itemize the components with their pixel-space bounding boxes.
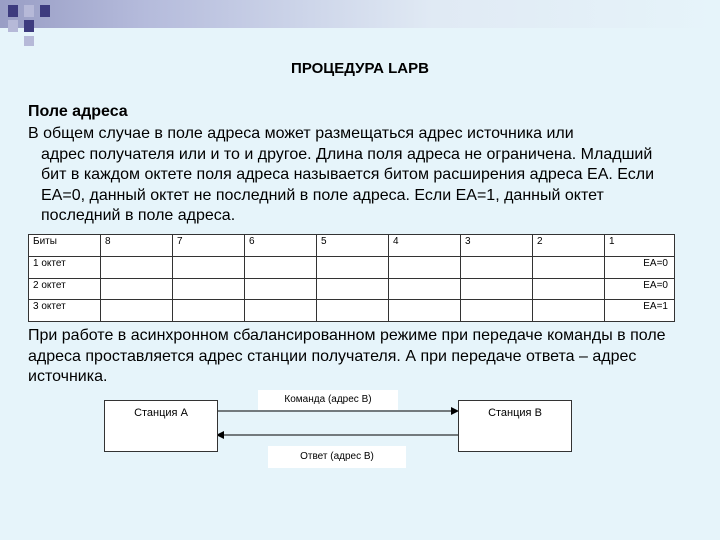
station-b-label: Станция В xyxy=(488,407,542,419)
table-header-cell: 2 xyxy=(533,235,605,257)
section-heading: Поле адреса xyxy=(28,103,128,120)
station-b-box xyxy=(458,400,572,452)
table-header-cell: 1 xyxy=(605,235,675,257)
async-mode-description: При работе в асинхронном сбалансированном режиме при передаче команды в поле адреса проставляется адрес станции получателя. А при передаче ответа – адрес источника. xyxy=(28,327,666,385)
table-header-cell: Биты xyxy=(29,235,101,257)
page-title: ПРОЦЕДУРА LAPB xyxy=(291,60,429,77)
table-header-cell: 6 xyxy=(245,235,317,257)
octet-label: 2 октет xyxy=(29,278,101,300)
table-header-cell: 5 xyxy=(317,235,389,257)
station-a-label: Станция А xyxy=(134,407,188,419)
octet-label: 3 октет xyxy=(29,300,101,322)
table-header-cell: 7 xyxy=(173,235,245,257)
ea-value: ЕА=0 xyxy=(605,278,675,300)
command-label: Команда (адрес В) xyxy=(258,390,398,410)
response-label: Ответ (адрес В) xyxy=(268,446,406,468)
table-header-cell: 8 xyxy=(101,235,173,257)
station-a-box xyxy=(104,400,218,452)
table-header-cell: 3 xyxy=(461,235,533,257)
ea-value: ЕА=1 xyxy=(605,300,675,322)
paragraph-line-1: В общем случае в поле адреса может размещаться адрес источника или xyxy=(28,125,574,142)
table-header-cell: 4 xyxy=(389,235,461,257)
ea-value: ЕА=0 xyxy=(605,256,675,278)
octet-label: 1 октет xyxy=(29,256,101,278)
paragraph-rest: адрес получателя или и то и другое. Длина поля адреса не ограничена. Младший бит в каждом октете поля адреса называется битом расширения адреса ЕА. Если ЕА=0, данный октет не последний в поле адреса. Если ЕА=1, данный октет последний в поле адреса. xyxy=(41,145,655,224)
